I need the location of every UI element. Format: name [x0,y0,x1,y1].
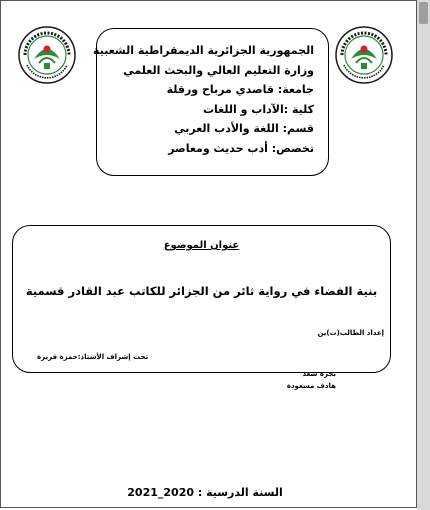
country-name: الجمهورية الجزائرية الديمقراطية الشعبية [93,44,314,57]
ministry-name: وزارة التعليم العالي والبحث العلمي [123,63,314,77]
scrollbar-thumb[interactable] [419,2,428,24]
university-name: جامعة: قاصدي مرباح ورقلة [166,83,314,96]
department-name: قسم: اللغة والأدب العربي [174,122,314,135]
university-logo-left [17,25,77,85]
supervisor-label: تحت إشراف الأستاذ:حمزة قريرة [37,353,149,361]
academic-year: السنة الدرسية : 2020_2021 [127,486,283,499]
student-name: بجرة سعد [302,370,336,378]
topic-label: عنوان الموضوع [163,240,240,251]
student-name: هادف مسعودة [286,382,336,390]
faculty-name: كلية :الآداب و اللغات [203,102,314,116]
institution-header-box [93,28,329,176]
vertical-scrollbar[interactable] [417,0,430,510]
thesis-title: بنية الفضاء في رواية ثائر من الجزائر للكاتب عبد القادر قسمية [25,284,378,298]
thesis-title-box [12,225,391,373]
prepared-by-label: إعداد الطالب(ت)ين [317,329,384,337]
university-logo-right [334,25,394,85]
student-list [287,368,336,392]
specialization: تخصص: أدب حديث ومعاصر [168,141,314,155]
